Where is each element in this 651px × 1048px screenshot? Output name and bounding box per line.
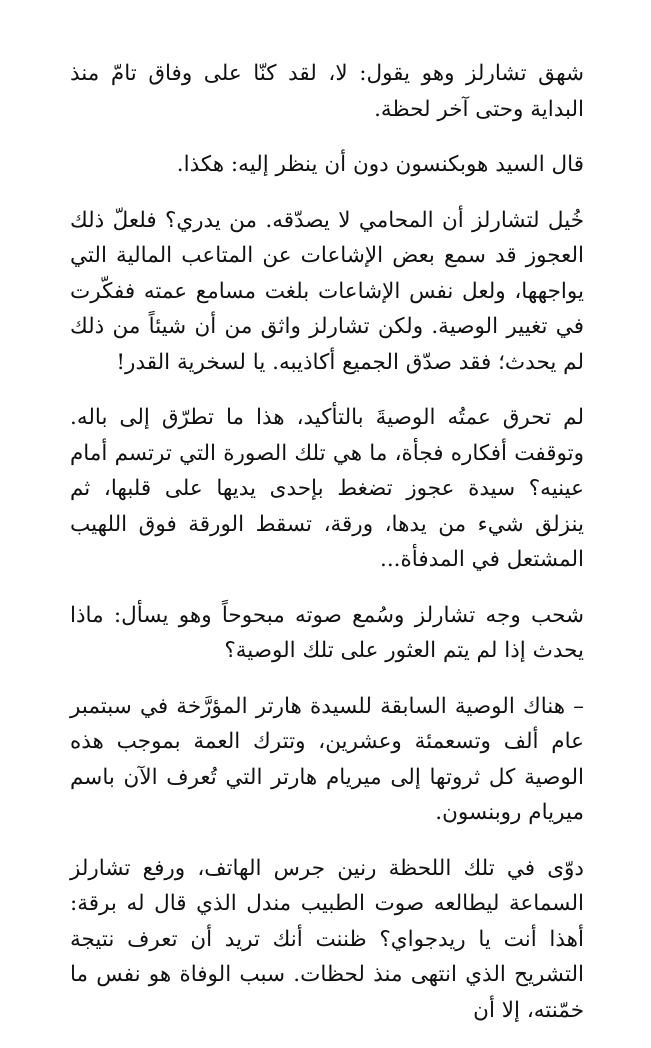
paragraph: لم تحرق عمتُه الوصيةَ بالتأكيد، هذا ما تطرّق إلى باله. وتوقفت أفكاره فجأة، ما هي تلك الصورة التي ترتسم أمام عينيه؟ سيدة عجوز تضغط بإحدى يديها على قلبها، ثم ينزلق شيء من يدها، ورقة، تسقط الورقة فوق اللهيب المشتعل في المدفأة... (70, 405, 584, 572)
paragraph: شهق تشارلز وهو يقول: لا، لقد كنّا على وفاق تامّ منذ البداية وحتى آخر لحظة. (70, 61, 584, 122)
paragraph: شحب وجه تشارلز وسُمع صوته مبحوحاً وهو يسأل: ماذا يحدث إذا لم يتم العثور على تلك الوصية؟ (70, 602, 584, 663)
paragraph: دوّى في تلك اللحظة رنين جرس الهاتف، ورفع تشارلز السماعة ليطالعه صوت الطبيب مندل الذي قال له برقة: أهذا أنت يا ريدجواي؟ ظننت أنك تريد أن تعرف نتيجة التشريح الذي انتهى منذ لحظات. سبب الوفاة هو نفس ما خمّنته، إلا أن (70, 855, 584, 1023)
book-page (70, 56, 584, 1048)
paragraph: قال السيد هوبكنسون دون أن ينظر إليه: هكذا. (176, 152, 584, 177)
paragraph: – هناك الوصية السابقة للسيدة هارتر المؤرَّخة في سبتمبر عام ألف وتسعمئة وعشرين، وتترك العمة بموجب هذه الوصية كل ثروتها إلى ميريام هارتر التي تُعرف الآن باسم ميريام روبنسون. (70, 693, 584, 825)
paragraph: خُيل لتشارلز أن المحامي لا يصدّقه. من يدري؟ فلعلّ ذلك العجوز قد سمع بعض الإشاعات عن المتاعب المالية التي يواجهها، ولعل نفس الإشاعات بلغت مسامع عمته ففكّرت في تغيير الوصية. ولكن تشارلز واثق من أن شيئاً من ذلك لم يحدث؛ فقد صدّق الجميع أكاذيبه. يا لسخرية القدر! (70, 207, 584, 375)
